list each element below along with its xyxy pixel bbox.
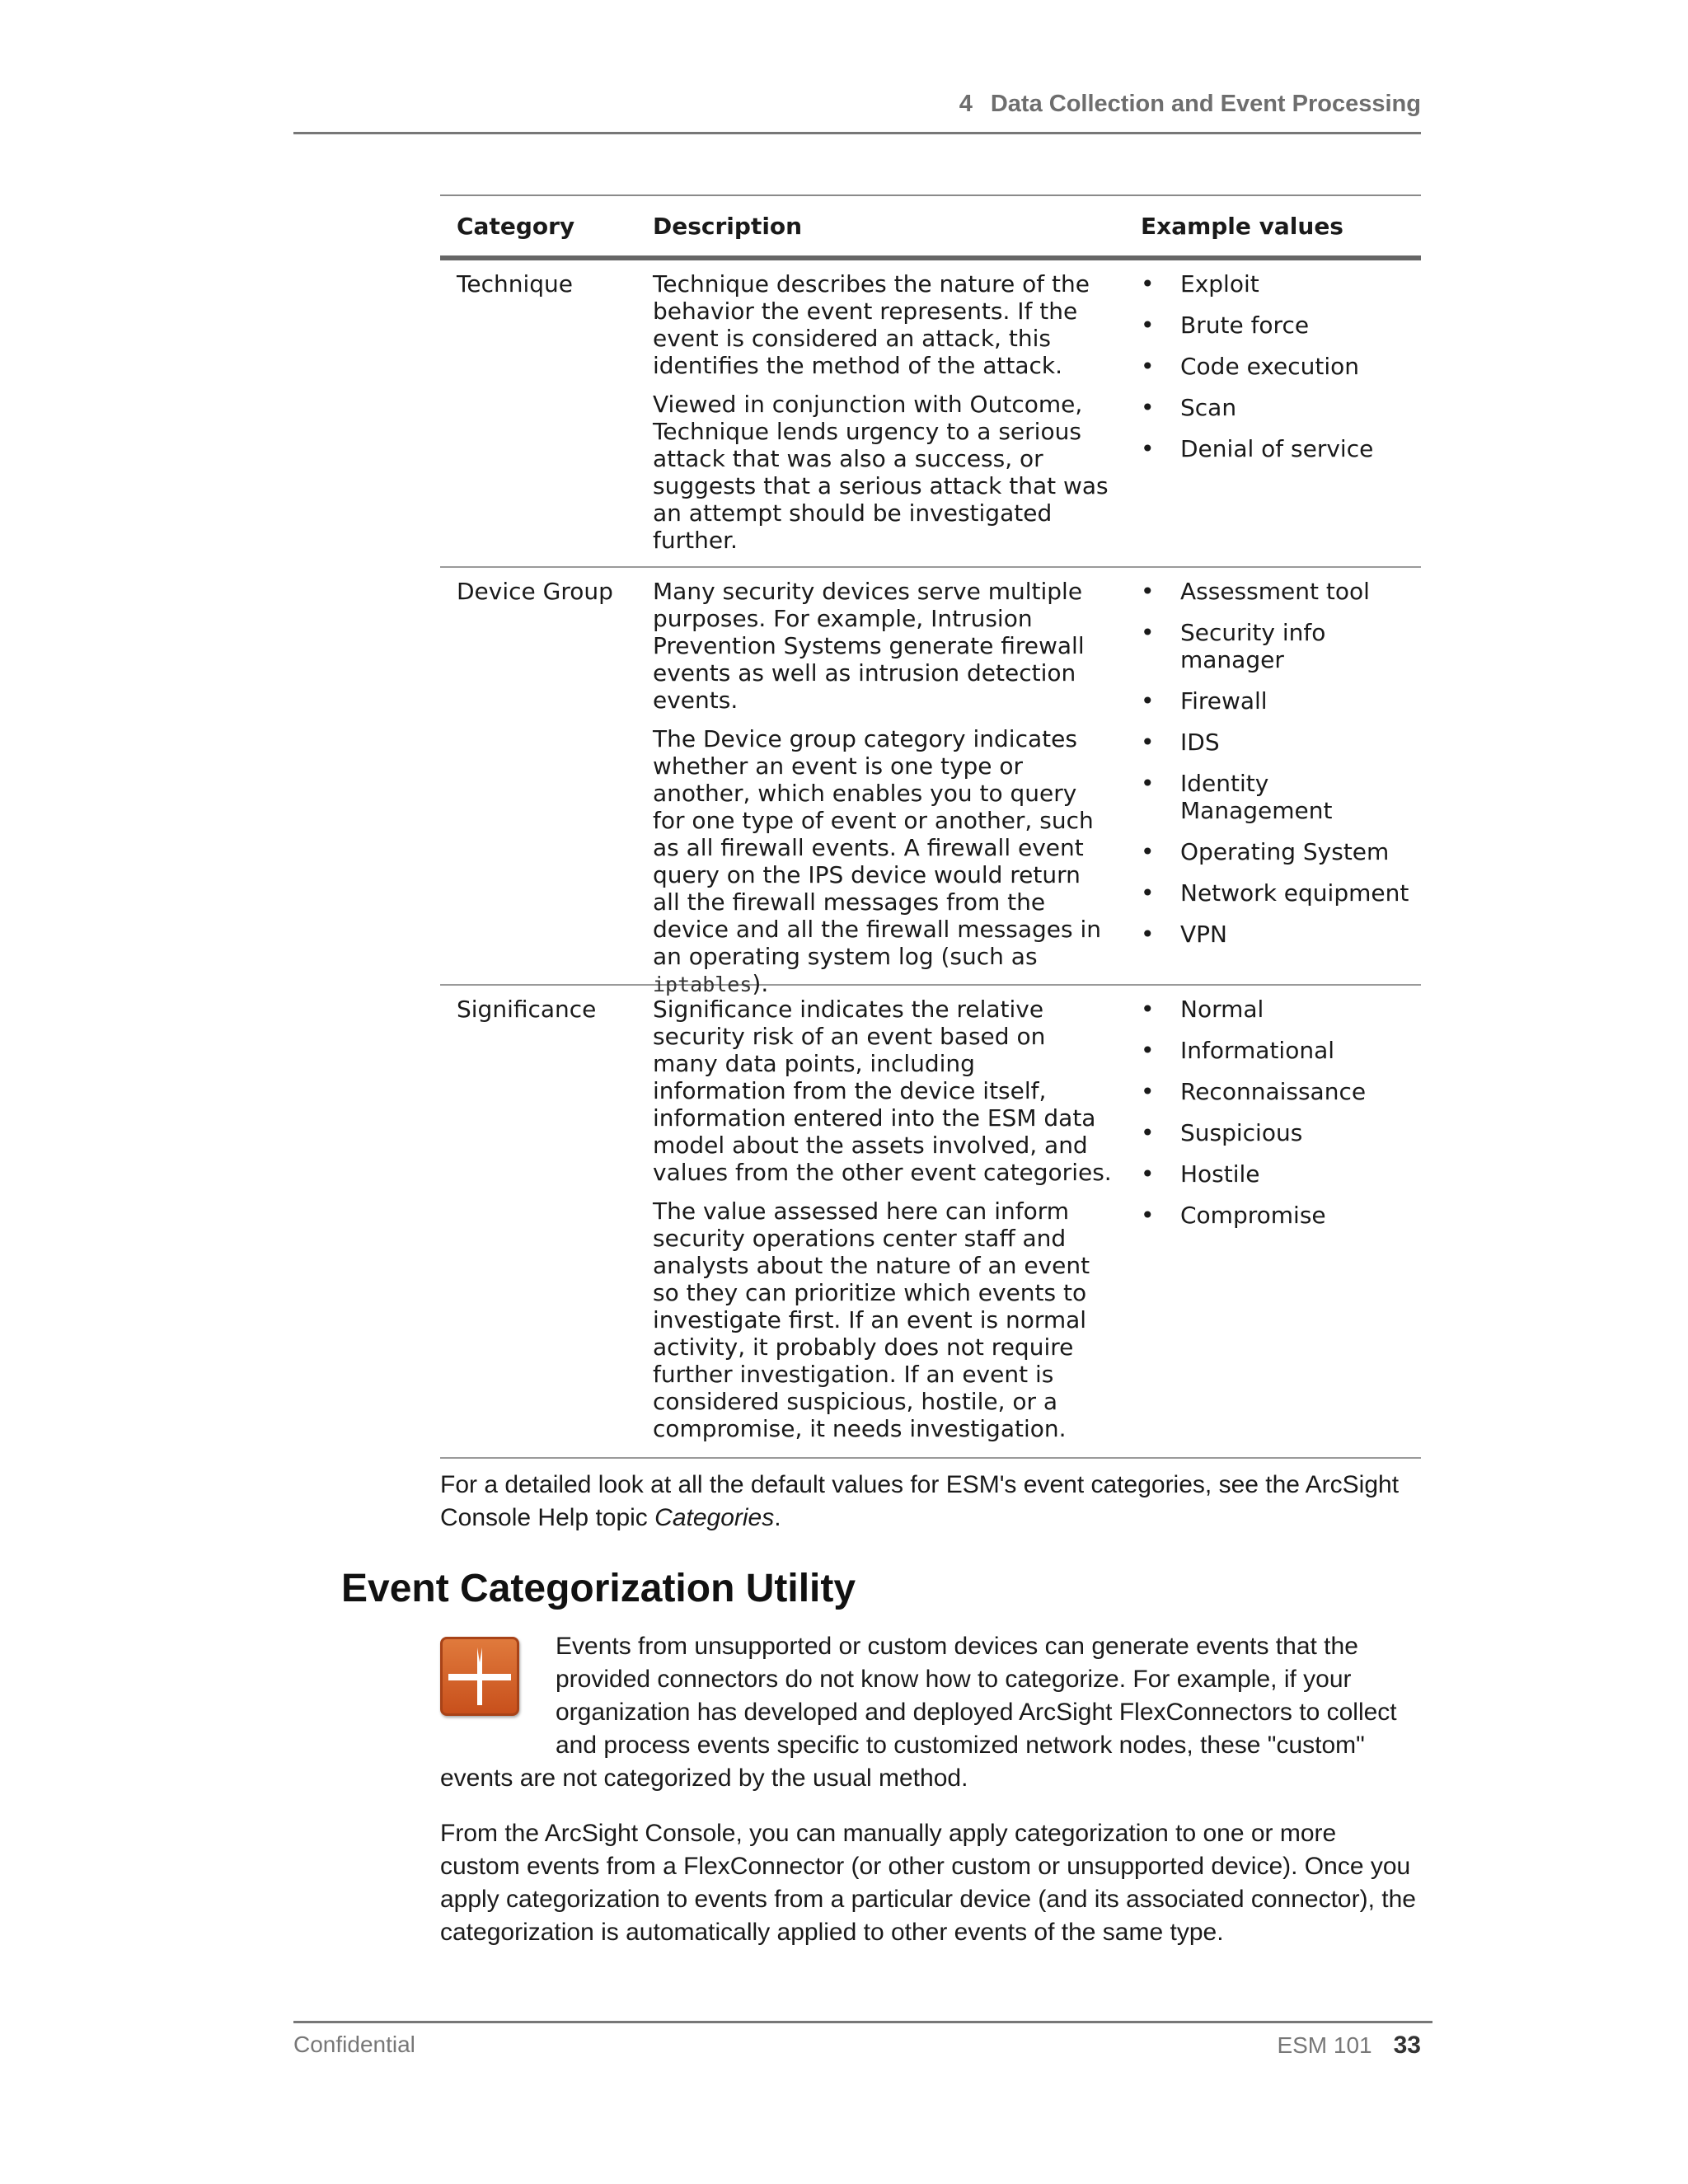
list-item: • Reconnaissance <box>1141 1078 1421 1105</box>
chapter-title: Data Collection and Event Processing <box>990 91 1421 117</box>
example-values-list <box>1141 996 1421 1243</box>
description-text: The Device group category indicates whether an event is one type or another, which enables you to query for one type of event or another, such as all firewall events. A firewall event query on the IPS device would return all the firewall messages from the device and all the firewall messages in an operating system log (such as <box>653 725 1102 970</box>
list-item: • IDS <box>1141 729 1421 756</box>
reference-text: For a detailed look at all the default values for ESM's event categories, see the ArcSight Console Help topic <box>440 1471 1400 1531</box>
column-header-category: Category <box>457 213 575 240</box>
table-row <box>440 568 1421 997</box>
list-item: • Firewall <box>1141 687 1421 715</box>
footer-doc-title: ESM 101 <box>1277 2032 1372 2058</box>
running-footer <box>293 2021 1432 2073</box>
list-item: • Identity Management <box>1141 770 1421 824</box>
chapter-heading <box>959 91 1421 118</box>
column-header-example-values: Example values <box>1141 213 1343 240</box>
section-paragraph-2: From the ArcSight Console, you can manually apply categorization to one or more custom events from a FlexConnector (or other custom or unsupported device). Once you apply categorization to events from a particular device (and its associated connector), the categorization is automatically applied to other events of the same type. <box>440 1820 1416 1946</box>
section-paragraph-text: Events from unsupported or custom devices can generate events that the provided connectors do not know how to categorize. For example, if your organization has developed and deployed ArcSight FlexConnectors to collect and process events specific to customized network nodes, these "custom" events are not categorized by the usual method. <box>440 1633 1397 1792</box>
table-header <box>440 194 1421 260</box>
category-cell: Device Group <box>457 578 613 605</box>
list-item: • Assessment tool <box>1141 578 1421 605</box>
list-item: • Operating System <box>1141 838 1421 865</box>
categories-topic-link: Categories <box>654 1504 775 1531</box>
description-paragraph <box>653 725 1114 998</box>
list-item: • Denial of service <box>1141 435 1421 462</box>
code-iptables: iptables <box>653 972 753 996</box>
table-row <box>440 260 1421 568</box>
description-cell <box>653 578 1114 1010</box>
description-paragraph: Significance indicates the relative security risk of an event based on many data points, including information from the device itself, information entered into the ESM data model about the assets involved, and values from the other event categories. <box>653 996 1112 1186</box>
list-item: • Hostile <box>1141 1160 1421 1188</box>
list-item: • Security info manager <box>1141 619 1421 673</box>
description-paragraph: Viewed in conjunction with Outcome, Technique lends urgency to a serious attack that was also a success, or suggests that a serious attack that was an attempt should be investigated further. <box>653 391 1109 554</box>
list-item: • Code execution <box>1141 353 1421 380</box>
description-paragraph: Many security devices serve multiple purposes. For example, Intrusion Prevention Systems generate firewall events as well as intrusion detection events. <box>653 578 1085 714</box>
list-item: • Compromise <box>1141 1202 1421 1229</box>
page-number: 33 <box>1393 2032 1421 2059</box>
icon-float-spacer <box>440 1630 556 1755</box>
table-row <box>440 986 1421 1459</box>
category-cell: Significance <box>457 996 597 1023</box>
chapter-number: 4 <box>959 91 973 117</box>
description-paragraph: Technique describes the nature of the behavior the event represents. If the event is considered an attack, this identifies the method of the attack. <box>653 270 1090 379</box>
categories-reference-paragraph <box>440 1469 1421 1535</box>
section-paragraph-1 <box>440 1630 1421 1795</box>
list-item: • Normal <box>1141 996 1421 1023</box>
list-item: • Brute force <box>1141 312 1421 339</box>
list-item: • Scan <box>1141 394 1421 421</box>
description-tail: ). <box>752 970 769 997</box>
section-heading: Event Categorization Utility <box>341 1567 856 1610</box>
column-header-description: Description <box>653 213 803 240</box>
footer-confidential: Confidential <box>293 2032 415 2057</box>
category-cell: Technique <box>457 270 573 298</box>
description-cell <box>653 996 1114 1454</box>
footer-page-info <box>1277 2032 1421 2060</box>
description-paragraph: The value assessed here can inform security operations center staff and analysts about the nature of an event so they can prioritize which events to investigate first. If an event is normal activity, it probably does not require further investigation. If an event is considered suspicious, hostile, or a compromise, it needs investigation. <box>653 1197 1090 1442</box>
description-cell <box>653 270 1114 565</box>
reference-end: . <box>774 1504 781 1531</box>
list-item: • Network equipment <box>1141 879 1421 907</box>
example-values-list <box>1141 578 1421 962</box>
running-header <box>293 91 1421 134</box>
list-item: • Informational <box>1141 1037 1421 1064</box>
list-item: • VPN <box>1141 921 1421 948</box>
list-item: • Suspicious <box>1141 1119 1421 1146</box>
event-category-table <box>440 194 1421 1459</box>
list-item: • Exploit <box>1141 270 1421 298</box>
example-values-list <box>1141 270 1421 476</box>
